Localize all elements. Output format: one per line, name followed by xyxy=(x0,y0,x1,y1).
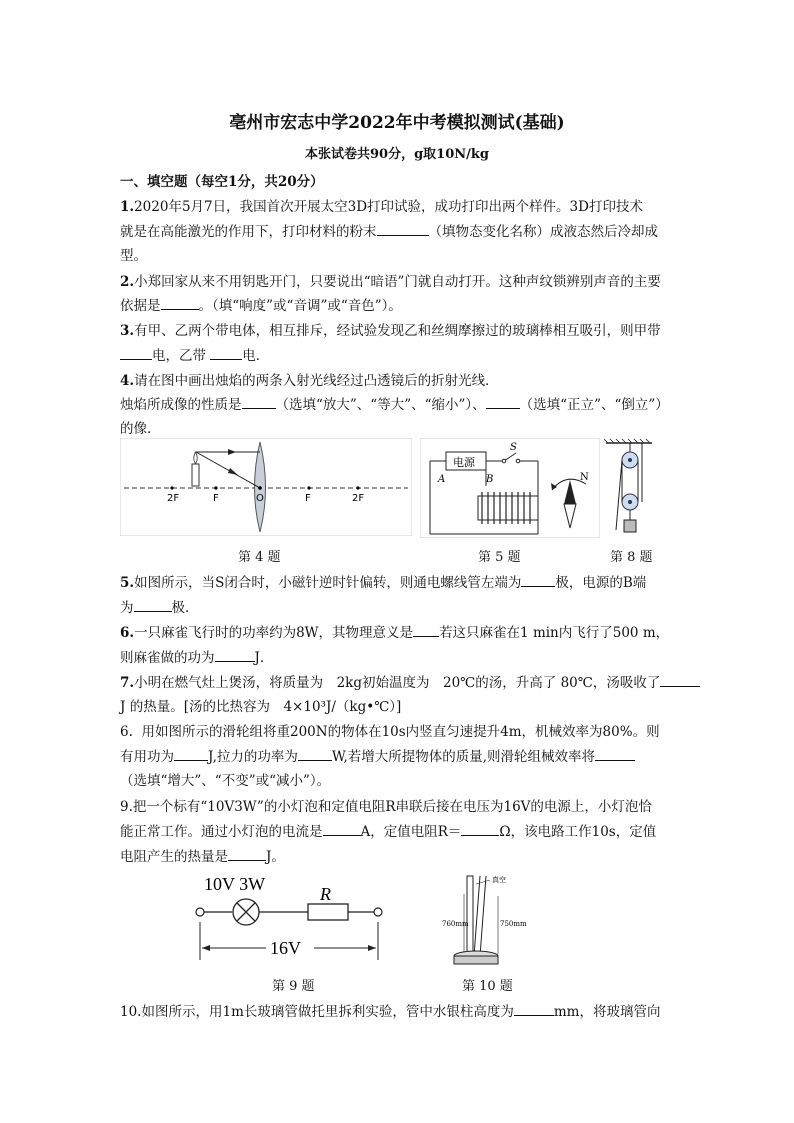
question-number: 1. xyxy=(120,199,135,215)
answer-blank[interactable] xyxy=(595,748,635,761)
terminal-right xyxy=(374,908,382,916)
terminal-label: B xyxy=(486,474,494,485)
coil-figure xyxy=(420,438,600,538)
question-6-line-2: 则麻雀做的功为 J． xyxy=(120,650,274,666)
solenoid-core xyxy=(478,496,538,520)
figure-caption: 第 9 题 xyxy=(272,979,315,994)
answer-blank[interactable] xyxy=(514,1003,554,1016)
answer-blank[interactable] xyxy=(134,599,172,612)
answer-blank[interactable] xyxy=(486,396,520,409)
voltage-label: 16V xyxy=(270,938,301,958)
question-1-line-3: 型。 xyxy=(120,248,147,264)
question-1-line-1 xyxy=(120,195,643,215)
flame xyxy=(194,452,198,464)
focal-label: 2F xyxy=(352,493,365,504)
question-8-line-1: 6. 用如图所示的滑轮组将重200N的物体在10s内竖直匀速提升4m，机械效率为80%。则 xyxy=(120,724,660,740)
series-circuit-figure xyxy=(190,868,390,968)
question-4-line-2: 烛焰所成像的性质是 （选填“放大”、“等大”、“缩小”）、 （选填“正立”、“倒立”） xyxy=(120,397,669,413)
focal-label: F xyxy=(305,493,311,504)
figure-caption: 第 10 题 xyxy=(462,979,513,994)
question-7-line-1: 7.小明在燃气灶上煲汤，将质量为 2kg初始温度为 20℃的汤，升高了 80℃，汤吸收了 xyxy=(120,671,700,691)
answer-blank[interactable] xyxy=(413,624,439,637)
focal-label: F xyxy=(213,493,219,504)
vertical-tube xyxy=(467,876,473,956)
answer-blank[interactable] xyxy=(174,748,208,761)
height-label: 760mm xyxy=(442,920,469,928)
tilted-tube xyxy=(480,876,486,956)
terminal-left xyxy=(196,908,204,916)
answer-blank[interactable] xyxy=(242,396,276,409)
torricelli-figure xyxy=(440,870,530,970)
resistor-label: R xyxy=(320,884,331,904)
question-text: 2020年5月7日，我国首次开展太空3D打印试验，成功打印出两个样件。3D打印技术 xyxy=(134,199,643,215)
north-label: N xyxy=(580,472,589,483)
height-label: 750mm xyxy=(500,920,527,928)
switch-label: S xyxy=(510,442,517,453)
vacuum-label: 真空 xyxy=(492,876,506,884)
question-3-line-1: 3.有甲、乙两个带电体，相互排斥，经试验发现乙和丝绸摩擦过的玻璃棒相互吸引，则甲带 xyxy=(120,323,661,339)
question-3-line-2: 电，乙带 电． xyxy=(120,344,269,364)
question-9-line-3: 电阻产生的热量是 J。 xyxy=(120,849,285,865)
question-8-line-2: 有用功为 J,拉力的功率为 W,若增大所提物体的质量,则滑轮组械效率将 xyxy=(120,745,635,765)
answer-blank[interactable] xyxy=(161,297,199,310)
question-8-line-3: （选填“增大”、“不变”或“减小”）。 xyxy=(120,773,331,789)
section-heading: 一、填空题（每空1分，共20分） xyxy=(120,174,324,190)
answer-blank[interactable] xyxy=(215,649,255,662)
question-9-line-2: 能正常工作。通过小灯泡的电流是 A，定值电阻R＝ Ω，该电路工作10s，定值 xyxy=(120,824,657,840)
question-6-line-1: 6.一只麻雀飞行时的功率约为8W，其物理意义是 若这只麻雀在1 min内飞行了500 m， xyxy=(120,625,670,641)
focal-label: 2F xyxy=(167,493,180,504)
terminal-label: A xyxy=(438,474,446,485)
question-9-line-1: 9.把一个标有“10V3W”的小灯泡和定值电阻R串联后接在电压为16V的电源上，小灯泡恰 xyxy=(120,799,652,815)
candle xyxy=(192,464,199,486)
question-7-line-2: J 的热量。[汤的比热容为 4×10³J/（kg•℃）] xyxy=(120,699,402,715)
question-2-line-1: 2.小郑回家从来不用钥匙开门，只要说出“暗语”门就自动打开。这种声纹锁辨别声音的主要 xyxy=(120,274,661,290)
page-subtitle: 本张试卷共90分，g取10N/kg xyxy=(305,147,489,162)
answer-blank[interactable] xyxy=(210,347,242,360)
question-10-line-1: 10.如图所示，用1m长玻璃管做托里拆利实验，管中水银柱高度为 mm，将玻璃管向 xyxy=(120,1004,661,1020)
power-label: 电源 xyxy=(453,456,475,469)
question-2-line-2: 依据是 。（填“响度”或“音调”或“音色”）。 xyxy=(120,298,402,314)
answer-blank[interactable] xyxy=(323,823,361,836)
figure-caption: 第 4 题 xyxy=(238,550,281,565)
page-title: 亳州市宏志中学2022年中考模拟测试(基础) xyxy=(229,113,565,133)
pulley-figure xyxy=(602,438,658,538)
resistor xyxy=(308,904,348,920)
answer-blank[interactable] xyxy=(298,748,332,761)
figure-caption: 第 5 题 xyxy=(478,550,521,565)
answer-blank[interactable] xyxy=(660,674,700,687)
question-4-line-3: 的像． xyxy=(120,421,161,437)
question-5-line-2: 为 极． xyxy=(120,600,199,616)
answer-blank[interactable] xyxy=(461,823,499,836)
answer-blank[interactable] xyxy=(521,574,555,587)
question-5-line-1: 5.如图所示，当S闭合时，小磁针逆时针偏转，则通电螺线管左端为 极，电源的B端 xyxy=(120,575,647,591)
lamp-rating: 10V 3W xyxy=(204,874,266,894)
rope-free-end xyxy=(616,460,622,530)
lens-figure xyxy=(120,438,412,536)
answer-blank[interactable] xyxy=(120,347,152,360)
answer-blank[interactable] xyxy=(377,223,429,236)
question-1-line-2: 就是在高能激光的作用下，打印材料的粉末 （填物态变化名称）成液态然后冷却成 xyxy=(120,224,658,240)
question-4-line-1: 4.请在图中画出烛焰的两条入射光线经过凸透镜后的折射光线． xyxy=(120,373,499,389)
center-label: O xyxy=(256,493,264,504)
figure-caption: 第 8 题 xyxy=(610,550,653,565)
load-block xyxy=(624,520,636,532)
answer-blank[interactable] xyxy=(228,848,266,861)
